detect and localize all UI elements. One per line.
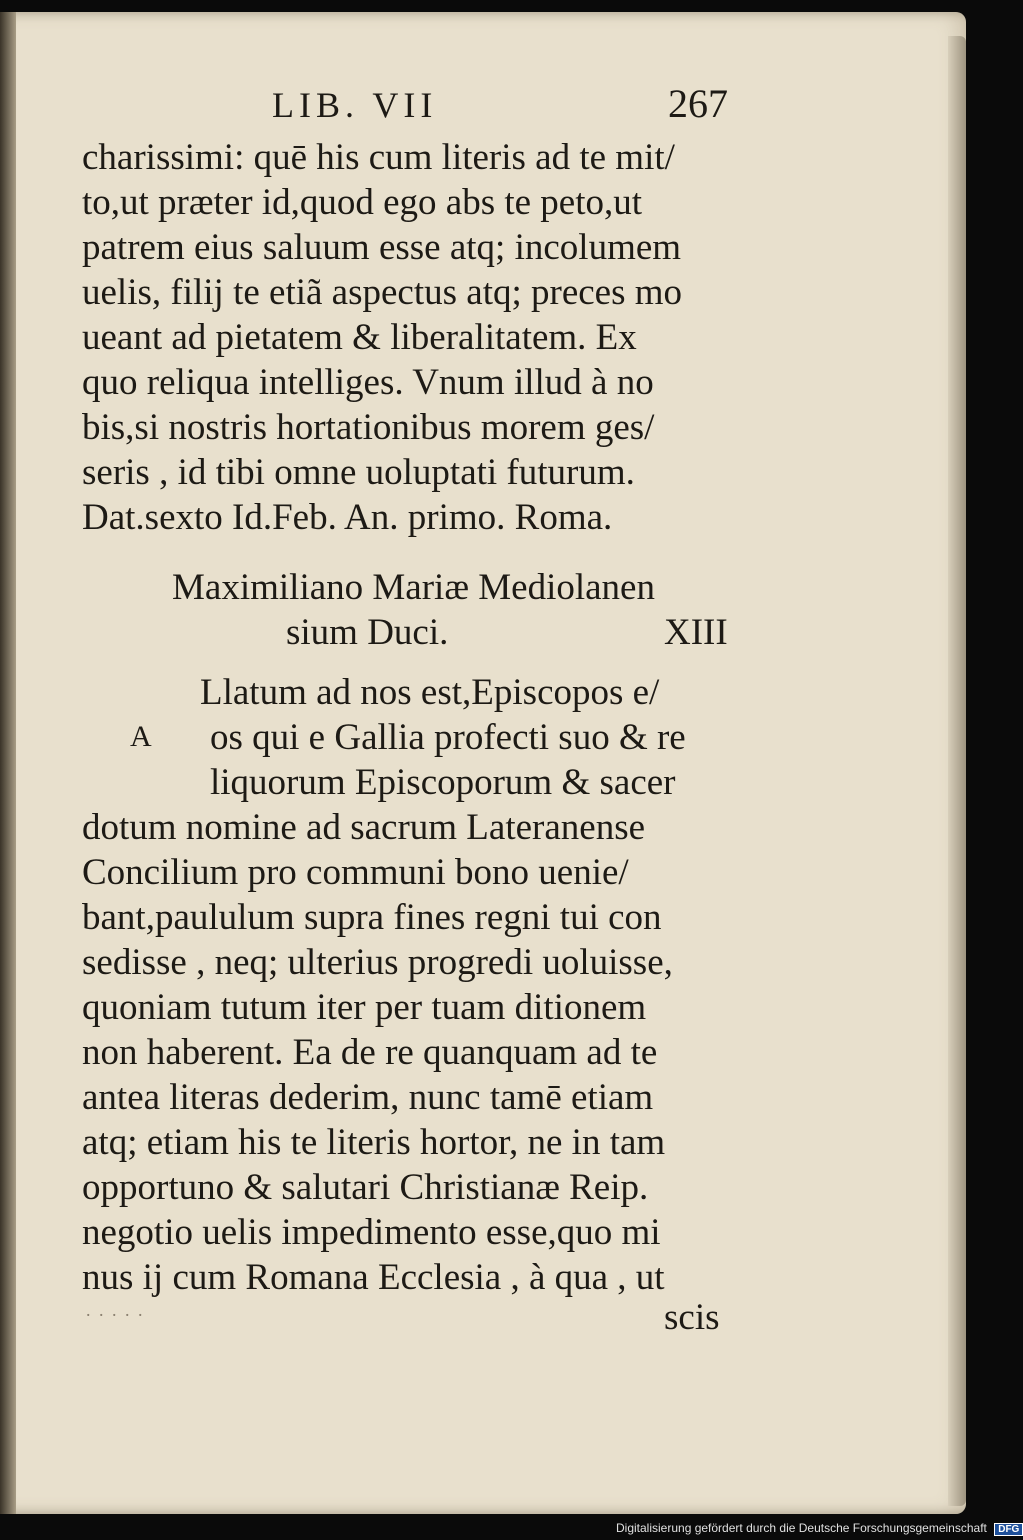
- catchword: scis: [664, 1297, 720, 1338]
- letter-line: atq; etiam his te literis hortor, ne in tam: [82, 1122, 666, 1163]
- letter-line: quoniam tutum iter per tuam ditionem: [82, 987, 647, 1028]
- initial-letter-guide: A: [130, 720, 152, 753]
- letter-line: bant,paululum supra fines regni tui con: [82, 897, 662, 938]
- body-line: quo reliqua intelliges. Vnum illud à no: [82, 362, 654, 403]
- letter-heading: sium Duci.: [286, 612, 449, 653]
- body-line: seris , id tibi omne uoluptati futurum.: [82, 452, 635, 493]
- letter-line: nus ij cum Romana Ecclesia , à qua , ut: [82, 1257, 665, 1298]
- body-line: ueant ad pietatem & liberalitatem. Ex: [82, 317, 637, 358]
- letter-line: os qui e Gallia profecti suo & re: [210, 717, 686, 758]
- body-line: uelis, filij te etiã aspectus atq; preces mo: [82, 272, 683, 313]
- letter-line: opportuno & salutari Christianæ Reip.: [82, 1167, 649, 1208]
- letter-line: negotio uelis impedimento esse,quo mi: [82, 1212, 661, 1253]
- page-edge: [948, 36, 966, 1506]
- credit-text: Digitalisierung gefördert durch die Deutsche Forschungsgemeinschaft: [616, 1521, 987, 1535]
- letter-number: XIII: [664, 612, 728, 653]
- letter-line: Concilium pro communi bono uenie/: [82, 852, 629, 893]
- dfg-logo: DFG: [994, 1523, 1023, 1536]
- body-line: to,ut præter id,quod ego abs te peto,ut: [82, 182, 643, 223]
- body-line: bis,si nostris hortationibus morem ges/: [82, 407, 655, 448]
- letter-line: dotum nomine ad sacrum Lateranense: [82, 807, 646, 848]
- body-line: Dat.sexto Id.Feb. An. primo. Roma.: [82, 497, 613, 538]
- letter-line: antea literas dederim, nunc tamē etiam: [82, 1077, 654, 1118]
- faint-marks: . . . . .: [86, 1300, 145, 1320]
- body-line: patrem eius saluum esse atq; incolumem: [82, 227, 682, 268]
- letter-line: sedisse , neq; ulterius progredi uoluisse,: [82, 942, 673, 983]
- body-line: charissimi: quē his cum literis ad te mit/: [82, 137, 675, 178]
- running-title: LIB. VII: [272, 85, 438, 125]
- letter-heading: Maximiliano Mariæ Mediolanen: [172, 567, 655, 608]
- digitization-credit: [616, 1521, 1023, 1536]
- letter-line: non haberent. Ea de re quanquam ad te: [82, 1032, 658, 1073]
- letter-line: liquorum Episcoporum & sacer: [210, 762, 676, 803]
- page-gutter-shadow: [0, 12, 16, 1514]
- page-number: 267: [668, 81, 728, 126]
- letter-line: Llatum ad nos est,Episcopos e/: [200, 672, 660, 713]
